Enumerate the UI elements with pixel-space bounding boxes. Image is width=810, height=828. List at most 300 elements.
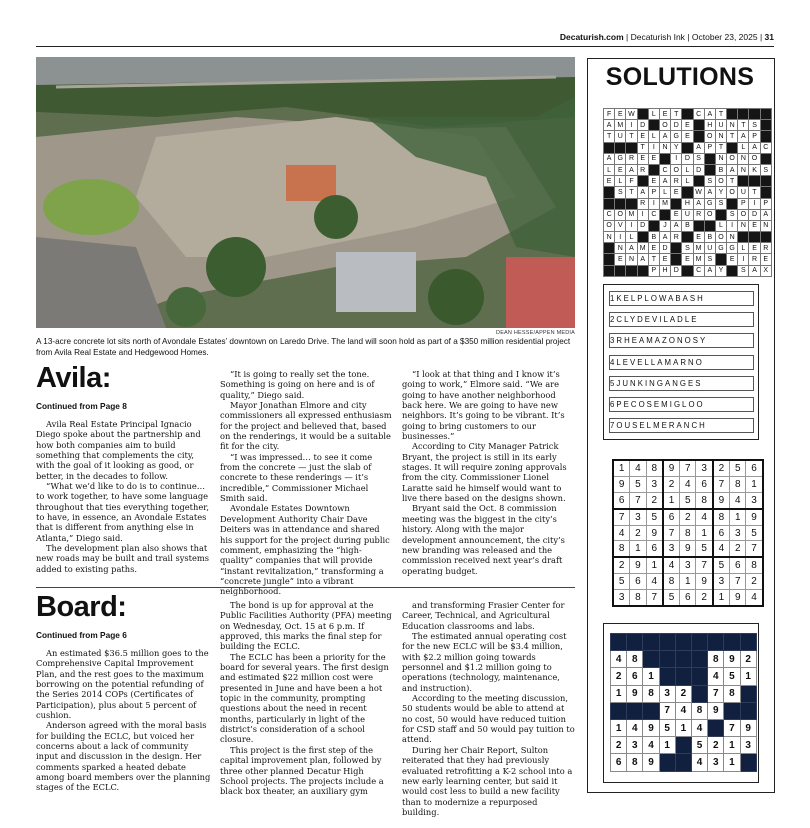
crossword-row	[604, 232, 772, 243]
word-scramble-row: 1KELPLOWABASH	[609, 291, 754, 306]
crossword-cell: A	[659, 131, 670, 142]
kakuro-cell: 1	[724, 754, 740, 771]
crossword-cell: A	[626, 164, 637, 175]
sudoku-cell: 9	[696, 574, 713, 590]
publication-name: Decaturish Ink	[630, 32, 685, 42]
photo-credit: DEAN HESSE/APPEN MEDIA	[496, 330, 575, 336]
crossword-cell: G	[704, 198, 715, 209]
crossword-cell: U	[615, 131, 626, 142]
sudoku-cell: 2	[696, 590, 713, 606]
crossword-block	[704, 220, 715, 231]
crossword-cell: A	[704, 109, 715, 120]
sudoku-cell: 7	[663, 525, 680, 541]
crossword-block	[760, 131, 771, 142]
kakuro-cell: 1	[643, 668, 659, 685]
crossword-block	[749, 176, 760, 187]
kakuro-cell: 8	[724, 685, 740, 702]
crossword-cell: Y	[671, 142, 682, 153]
crossword-cell: O	[615, 209, 626, 220]
sudoku-cell: 5	[730, 460, 746, 476]
kakuro-clue-cell	[675, 668, 691, 685]
kakuro-cell: 9	[643, 719, 659, 736]
word-scramble-row: 5JUNKINGANGES	[609, 376, 754, 391]
kakuro-row	[611, 668, 757, 685]
crossword-cell: I	[648, 142, 659, 153]
crossword-cell: F	[626, 176, 637, 187]
crossword-cell: A	[604, 153, 615, 164]
sudoku-cell: 6	[630, 574, 646, 590]
crossword-cell: B	[715, 164, 726, 175]
crossword-cell: T	[626, 187, 637, 198]
crossword-cell: E	[648, 153, 659, 164]
sudoku-cell: 6	[696, 476, 713, 492]
crossword-cell: G	[727, 243, 738, 254]
crossword-cell: L	[738, 243, 749, 254]
kakuro-clue-cell	[740, 702, 756, 719]
crossword-cell: N	[715, 153, 726, 164]
crossword-row	[604, 243, 772, 254]
sudoku-cell: 3	[730, 525, 746, 541]
crossword-block	[693, 220, 704, 231]
paragraph: The ECLC has been a priority for the board for several years. The first design and estimated $22 million cost were presented in June and have been a hot topic in the community, prompting questions about the need in recent months, particularly in light of the district’s consideration of a school closure.	[220, 651, 389, 745]
word-scramble-row: 2CLYDEVILADLE	[609, 312, 754, 327]
crossword-block	[604, 265, 615, 276]
crossword-cell: E	[615, 164, 626, 175]
sudoku-cell: 7	[613, 509, 630, 525]
paragraph: “I look at that thing and I know it’s going to work,” Elmore said. “We are going to have another neighborhood back here. We are going to have new neighbors. It’s going to be vibrant. It’s going to bring customers to our businesses.”	[402, 369, 565, 442]
site-name: Decaturish.com	[559, 32, 624, 42]
crossword-block	[659, 209, 670, 220]
sudoku-cell: 4	[680, 476, 696, 492]
sudoku-cell: 6	[713, 525, 730, 541]
kakuro-clue-cell	[643, 634, 659, 651]
crossword-block	[760, 153, 771, 164]
crossword-block	[604, 142, 615, 153]
sudoku-cell: 4	[613, 525, 630, 541]
crossword-cell: I	[671, 153, 682, 164]
crossword-block	[682, 187, 693, 198]
crossword-cell: E	[727, 254, 738, 265]
kakuro-cell: 2	[611, 668, 627, 685]
crossword-block	[682, 265, 693, 276]
crossword-block	[738, 232, 749, 243]
crossword-cell: A	[760, 209, 771, 220]
kakuro-clue-cell	[724, 702, 740, 719]
crossword-cell: A	[637, 254, 648, 265]
sudoku-cell: 1	[613, 460, 630, 476]
kakuro-clue-cell	[691, 651, 707, 668]
sudoku-cell: 9	[630, 557, 646, 573]
crossword-row	[604, 109, 772, 120]
sudoku-row	[613, 574, 763, 590]
aerial-photo	[36, 57, 575, 328]
crossword-cell: O	[671, 164, 682, 175]
sudoku-cell: 2	[630, 525, 646, 541]
crossword-cell: C	[760, 142, 771, 153]
sudoku-cell: 3	[696, 460, 713, 476]
crossword-cell: R	[671, 232, 682, 243]
kakuro-cell: 6	[627, 668, 643, 685]
kakuro-row	[611, 685, 757, 702]
crossword-cell: S	[704, 176, 715, 187]
crossword-cell: I	[648, 198, 659, 209]
paragraph: An estimated $36.5 million goes to the Comprehensive Capital Improvement Plan, and the rest goes to the maximum borrowing on the potential refunding of the Series 2014 COPs (Certificates of Participation), plus about 5 percent of cushion.	[36, 648, 209, 721]
kakuro-cell: 7	[659, 702, 675, 719]
sudoku-cell: 1	[730, 509, 746, 525]
sudoku-cell: 7	[730, 574, 746, 590]
paragraph: The bond is up for approval at the Public Facilities Authority (PFA) meeting on Wednesday, Oct. 15 at 6 p.m. If approved, this marks the final step for building the ECLC.	[220, 600, 392, 652]
crossword-cell: M	[693, 254, 704, 265]
crossword-row	[604, 153, 772, 164]
sudoku-cell: 5	[713, 557, 730, 573]
crossword-cell: S	[715, 198, 726, 209]
crossword-block	[738, 109, 749, 120]
crossword-cell: B	[682, 220, 693, 231]
crossword-row	[604, 254, 772, 265]
kakuro-clue-cell	[724, 634, 740, 651]
kakuro-cell: 3	[740, 737, 756, 754]
crossword-cell: D	[671, 265, 682, 276]
kakuro-cell: 8	[627, 651, 643, 668]
crossword-cell: C	[693, 265, 704, 276]
crossword-cell: R	[637, 198, 648, 209]
paragraph: Avondale Estates Downtown Development Authority Chair Dave Deiters was in attendance and shared his support for the project during public comment, emphasizing the “high-quality” companies that will provide “instant revitalization,” transforming a “concrete jungle” into a vibrant neighborhood.	[220, 503, 390, 597]
sudoku-cell: 4	[630, 460, 646, 476]
kakuro-cell: 7	[724, 719, 740, 736]
kakuro-cell: 8	[691, 702, 707, 719]
crossword-cell: P	[738, 198, 749, 209]
crossword-block	[682, 142, 693, 153]
kakuro-cell: 9	[708, 702, 724, 719]
crossword-cell: O	[715, 176, 726, 187]
crossword-block	[727, 198, 738, 209]
crossword-cell: X	[760, 265, 771, 276]
crossword-cell: I	[626, 220, 637, 231]
kakuro-cell: 7	[708, 685, 724, 702]
kakuro-cell: 9	[740, 719, 756, 736]
crossword-cell: L	[604, 164, 615, 175]
crossword-cell: O	[659, 120, 670, 131]
crossword-cell: A	[693, 198, 704, 209]
sudoku-cell: 5	[613, 574, 630, 590]
crossword-block	[671, 198, 682, 209]
sudoku-cell: 6	[680, 590, 696, 606]
crossword-block	[671, 254, 682, 265]
kakuro-clue-cell	[708, 634, 724, 651]
sudoku-row	[613, 541, 763, 557]
crossword-cell: T	[648, 254, 659, 265]
paragraph: The development plan also shows that new roads may be built and trail systems added to existing paths.	[36, 543, 210, 574]
crossword-cell: I	[637, 209, 648, 220]
sudoku-cell: 9	[746, 509, 763, 525]
crossword-cell: T	[715, 142, 726, 153]
sudoku-cell: 2	[613, 557, 630, 573]
aerial-photo-illustration	[36, 57, 575, 328]
paragraph: “It is going to really set the tone. Something is going on here and is of quality,” Diego said.	[220, 369, 375, 400]
section-divider	[36, 587, 575, 588]
sudoku-cell: 7	[630, 492, 646, 508]
sudoku-cell: 2	[730, 541, 746, 557]
kakuro-clue-cell	[611, 702, 627, 719]
crossword-cell: T	[626, 131, 637, 142]
kakuro-cell: 9	[724, 651, 740, 668]
kakuro-cell: 8	[708, 651, 724, 668]
paragraph: Anderson agreed with the moral basis for building the ECLC, but voiced her concerns about a lack of community input and discussion in the design. Her comments sparked a heated debate among board members over the planning stages of the ECLC.	[36, 720, 211, 793]
crossword-cell: N	[604, 232, 615, 243]
word-scramble-solution	[603, 284, 759, 440]
sudoku-cell: 6	[613, 492, 630, 508]
sudoku-cell: 9	[730, 590, 746, 606]
crossword-block	[760, 109, 771, 120]
crossword-cell: A	[749, 265, 760, 276]
kakuro-cell: 4	[675, 702, 691, 719]
sudoku-cell: 3	[746, 492, 763, 508]
sudoku-cell: 5	[663, 590, 680, 606]
sudoku-row	[613, 476, 763, 492]
crossword-cell: W	[626, 109, 637, 120]
sudoku-cell: 2	[663, 476, 680, 492]
crossword-block	[648, 164, 659, 175]
crossword-cell: L	[682, 176, 693, 187]
crossword-cell: A	[704, 187, 715, 198]
crossword-cell: H	[659, 265, 670, 276]
crossword-block	[760, 120, 771, 131]
kakuro-cell: 8	[627, 754, 643, 771]
crossword-cell: U	[738, 187, 749, 198]
crossword-cell: E	[659, 109, 670, 120]
crossword-cell: T	[738, 120, 749, 131]
kakuro-cell: 3	[708, 754, 724, 771]
crossword-cell: U	[704, 243, 715, 254]
sudoku-cell: 5	[646, 509, 663, 525]
crossword-block	[637, 176, 648, 187]
sudoku-cell: 8	[613, 541, 630, 557]
crossword-block	[659, 153, 670, 164]
crossword-cell: E	[749, 243, 760, 254]
crossword-cell: A	[659, 176, 670, 187]
crossword-block	[693, 120, 704, 131]
kakuro-row	[611, 719, 757, 736]
sudoku-cell: 5	[746, 525, 763, 541]
crossword-cell: E	[682, 254, 693, 265]
sudoku-cell: 8	[746, 557, 763, 573]
kakuro-cell: 3	[659, 685, 675, 702]
crossword-block	[615, 198, 626, 209]
crossword-cell: B	[704, 232, 715, 243]
sudoku-cell: 8	[663, 574, 680, 590]
kakuro-cell: 5	[659, 719, 675, 736]
word-scramble-row: 7OUSELMERANCH	[609, 418, 754, 433]
paragraph: Avila Real Estate Principal Ignacio Diego spoke about the partnership and how both companies aim to build something that complements the city, with the goal of it looking as good, or better, in the decades to follow.	[36, 419, 201, 481]
kakuro-row	[611, 651, 757, 668]
crossword-cell: G	[671, 131, 682, 142]
crossword-cell: S	[749, 120, 760, 131]
crossword-cell: R	[671, 176, 682, 187]
crossword-cell: L	[738, 142, 749, 153]
sudoku-cell: 9	[613, 476, 630, 492]
crossword-cell: A	[727, 164, 738, 175]
crossword-cell: E	[648, 176, 659, 187]
sudoku-cell: 9	[646, 525, 663, 541]
kakuro-row	[611, 634, 757, 651]
crossword-cell: L	[659, 187, 670, 198]
word-scramble-row: 6PECOSEMIGLOO	[609, 397, 754, 412]
crossword-cell: I	[738, 254, 749, 265]
kakuro-clue-cell	[675, 634, 691, 651]
crossword-cell: K	[749, 164, 760, 175]
crossword-cell: O	[749, 153, 760, 164]
sudoku-cell: 2	[746, 574, 763, 590]
sudoku-row	[613, 509, 763, 525]
kakuro-cell: 1	[724, 737, 740, 754]
sudoku-cell: 2	[680, 509, 696, 525]
crossword-block	[760, 176, 771, 187]
crossword-cell: E	[749, 220, 760, 231]
sudoku-row	[613, 557, 763, 573]
crossword-block	[637, 232, 648, 243]
kakuro-cell: 5	[724, 668, 740, 685]
sudoku-cell: 5	[630, 476, 646, 492]
sudoku-cell: 8	[730, 476, 746, 492]
kakuro-cell: 1	[611, 719, 627, 736]
crossword-cell: D	[749, 209, 760, 220]
kakuro-cell: 1	[611, 685, 627, 702]
sudoku-cell: 1	[663, 492, 680, 508]
crossword-block	[727, 109, 738, 120]
crossword-cell: I	[727, 220, 738, 231]
kakuro-cell: 9	[643, 754, 659, 771]
kakuro-clue-cell	[659, 634, 675, 651]
page-header: Decaturish.com | Decaturish Ink | October 23, 2025 | 31	[36, 32, 774, 47]
kakuro-clue-cell	[627, 702, 643, 719]
crossword-cell: L	[715, 220, 726, 231]
kakuro-cell: 4	[691, 719, 707, 736]
crossword-cell: M	[626, 209, 637, 220]
crossword-cell: J	[659, 220, 670, 231]
crossword-row	[604, 164, 772, 175]
crossword-block	[604, 254, 615, 265]
crossword-cell: I	[626, 120, 637, 131]
crossword-cell: F	[604, 109, 615, 120]
crossword-row	[604, 220, 772, 231]
sudoku-cell: 4	[730, 492, 746, 508]
crossword-cell: L	[615, 176, 626, 187]
crossword-cell: A	[704, 265, 715, 276]
paragraph: and transforming Frasier Center for Career, Technical, and Agricultural Education classrooms and labs.	[402, 600, 565, 631]
word-scramble-row: 3RHEAMAZONOSY	[609, 333, 754, 348]
kakuro-cell: 4	[611, 651, 627, 668]
crossword-cell: T	[637, 142, 648, 153]
sudoku-cell: 1	[696, 525, 713, 541]
crossword-cell: O	[704, 131, 715, 142]
crossword-cell: T	[749, 187, 760, 198]
crossword-cell: E	[760, 254, 771, 265]
crossword-cell: N	[727, 120, 738, 131]
word-scramble-row: 4LEVELLAMARNO	[609, 355, 754, 370]
crossword-cell: A	[749, 142, 760, 153]
sudoku-cell: 6	[746, 460, 763, 476]
crossword-cell: A	[604, 120, 615, 131]
crossword-cell: N	[727, 232, 738, 243]
crossword-block	[715, 254, 726, 265]
crossword-cell: Y	[715, 187, 726, 198]
kakuro-clue-cell	[691, 634, 707, 651]
crossword-solution	[603, 108, 772, 277]
board-column-1	[36, 648, 211, 793]
sudoku-cell: 9	[713, 492, 730, 508]
crossword-cell: L	[626, 232, 637, 243]
kakuro-cell: 1	[740, 668, 756, 685]
sudoku-row	[613, 525, 763, 541]
crossword-cell: M	[615, 120, 626, 131]
crossword-block	[637, 265, 648, 276]
crossword-cell: A	[738, 131, 749, 142]
avila-column-3	[402, 369, 576, 576]
crossword-cell: O	[727, 187, 738, 198]
sudoku-cell: 9	[663, 460, 680, 476]
crossword-cell: R	[760, 243, 771, 254]
sudoku-cell: 4	[713, 541, 730, 557]
crossword-cell: N	[738, 164, 749, 175]
kakuro-cell: 3	[627, 737, 643, 754]
crossword-row	[604, 265, 772, 276]
sudoku-solution	[612, 459, 764, 607]
kakuro-clue-cell	[708, 719, 724, 736]
crossword-block	[671, 243, 682, 254]
crossword-cell: H	[704, 120, 715, 131]
crossword-cell: D	[659, 243, 670, 254]
paragraph: Mayor Jonathan Elmore and city commissioners all expressed enthusiasm for the project and believed that, based on the renderings, it would be a suitable fit for the city.	[220, 400, 392, 452]
crossword-cell: D	[693, 164, 704, 175]
kakuro-clue-cell	[740, 754, 756, 771]
sudoku-cell: 6	[646, 541, 663, 557]
crossword-block	[693, 131, 704, 142]
crossword-cell: Y	[715, 265, 726, 276]
crossword-cell: O	[727, 153, 738, 164]
page-number: 31	[764, 32, 774, 42]
crossword-cell: T	[727, 176, 738, 187]
crossword-cell: L	[682, 164, 693, 175]
crossword-cell: N	[760, 220, 771, 231]
crossword-cell: L	[648, 109, 659, 120]
crossword-cell: E	[693, 232, 704, 243]
crossword-cell: C	[693, 109, 704, 120]
issue-date: October 23, 2025	[691, 32, 758, 42]
sudoku-cell: 2	[646, 492, 663, 508]
crossword-cell: V	[615, 220, 626, 231]
crossword-cell: A	[693, 142, 704, 153]
kakuro-cell: 4	[708, 668, 724, 685]
kakuro-clue-cell	[611, 634, 627, 651]
crossword-cell: R	[693, 209, 704, 220]
kakuro-row	[611, 702, 757, 719]
sudoku-cell: 3	[646, 476, 663, 492]
avila-column-1	[36, 419, 211, 574]
crossword-block	[738, 176, 749, 187]
crossword-cell: O	[715, 232, 726, 243]
sudoku-cell: 3	[630, 509, 646, 525]
crossword-cell: A	[637, 187, 648, 198]
sudoku-cell: 9	[680, 541, 696, 557]
crossword-block	[604, 187, 615, 198]
sudoku-cell: 5	[680, 492, 696, 508]
sudoku-cell: 1	[646, 557, 663, 573]
sudoku-cell: 8	[646, 460, 663, 476]
crossword-block	[727, 265, 738, 276]
crossword-row	[604, 187, 772, 198]
crossword-cell: E	[659, 254, 670, 265]
crossword-row	[604, 198, 772, 209]
